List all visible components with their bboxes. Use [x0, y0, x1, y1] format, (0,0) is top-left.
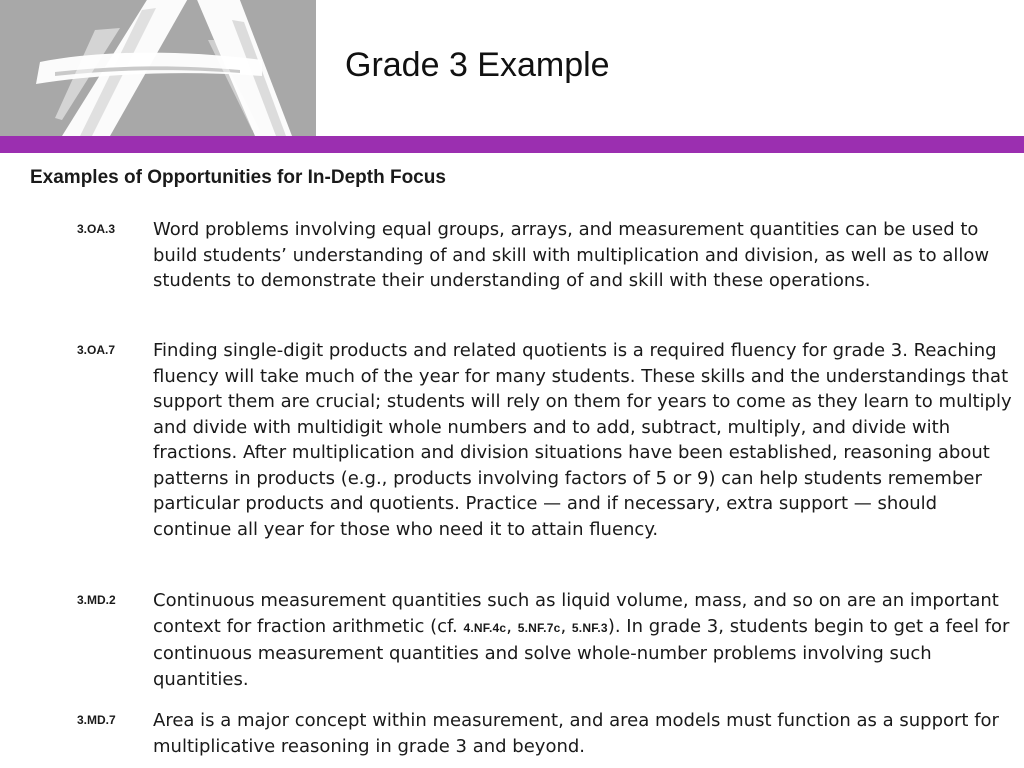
- text-part: ,: [506, 615, 518, 637]
- cross-reference: 5.NF.7c: [517, 620, 561, 635]
- standard-code: 3.OA.3: [77, 222, 116, 236]
- cross-reference: 5.NF.3: [571, 620, 608, 635]
- standard-text: [153, 588, 1021, 692]
- brush-letter-a-logo-icon: [0, 0, 316, 136]
- logo: [0, 0, 316, 136]
- standard-code: 3.MD.7: [77, 713, 116, 727]
- standard-code: 3.OA.7: [77, 343, 116, 357]
- slide-title: Grade 3 Example: [345, 46, 610, 84]
- slide-header: [0, 0, 1024, 136]
- section-heading: Examples of Opportunities for In-Depth Focus: [30, 167, 446, 188]
- text-part: ,: [560, 615, 572, 637]
- document-excerpt: [0, 153, 1024, 768]
- standard-text: Word problems involving equal groups, arrays, and measurement quantities can be used to build students’ understanding of and skill with multiplication and division, as well as to allow students to demonstrate their understanding of and skill with these operations.: [153, 219, 990, 291]
- text-part: ). In grade 3, students begin to get a feel for continuous measurement quantities and solve whole-number problems involving such quantities.: [153, 615, 1010, 690]
- standard-text: Finding single-digit products and related quotients is a required fluency for grade 3. Reaching fluency will take much of the year for many students. These skills and the understandings that support them are crucial; students will rely on them for years to come as they learn to multiply and divide with multidigit whole numbers and to add, subtract, multiply, and divide with fractions. After multiplication and division situations have been established, reasoning about patterns in products (e.g., products involving factors of 5 or 9) can help students remember particular products and quotients. Practice — and if necessary, extra support — should continue all year for those who need it to attain fluency.: [153, 340, 1012, 540]
- accent-bar: [0, 136, 1024, 153]
- text-part: Continuous measurement quantities such as liquid volume, mass, and so on are an important context for fraction arithmetic (cf.: [153, 590, 999, 637]
- cross-reference: 4.NF.4c: [463, 620, 507, 635]
- standard-code: 3.MD.2: [77, 593, 116, 607]
- standard-text: Area is a major concept within measurement, and area models must function as a support for multiplicative reasoning in grade 3 and beyond.: [153, 710, 999, 757]
